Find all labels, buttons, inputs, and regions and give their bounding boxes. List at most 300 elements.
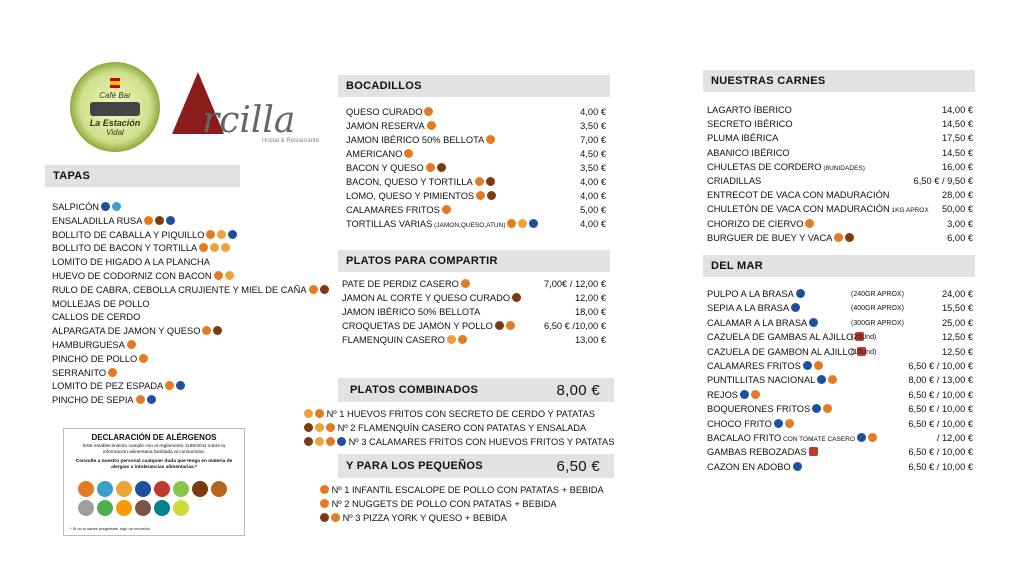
item-name-text: LAGARTO ÍBERICO: [707, 105, 792, 115]
menu-item: [318, 484, 638, 498]
menu-item: [707, 302, 973, 316]
menu-item: [707, 203, 973, 217]
item-name-text: BOQUERONES FRITOS: [707, 404, 811, 415]
gluten-allergen-icon: [475, 177, 484, 186]
huevo-allergen-icon: [315, 437, 324, 446]
gluten-allergen-icon: [331, 513, 340, 522]
item-price: 18,00 €: [574, 307, 606, 317]
compartir-title: PLATOS PARA COMPARTIR: [346, 255, 498, 267]
item-note: (300GR APROX): [851, 319, 904, 327]
item-name-text: CRIADILLAS: [707, 176, 762, 186]
allergen-text-1: Este establecimiento cumple con el reglamento 1169/2011 sobre la información alimentaria facilitada al consumidor.: [82, 444, 226, 455]
gluten-allergen-icon: [315, 409, 324, 418]
huevo-allergen-icon: [447, 335, 456, 344]
item-name-text: GAMBAS REBOZADAS: [707, 447, 807, 458]
item-name-text: BACON Y QUESO: [346, 163, 424, 173]
menu-item: [342, 292, 606, 306]
item-name-text: REJOS: [707, 389, 738, 400]
pescado-allergen-icon: [812, 404, 821, 413]
item-name-text: CALAMARES FRITOS: [707, 361, 801, 371]
tapas-title: TAPAS: [53, 170, 91, 182]
gluten-allergen-icon: [785, 419, 794, 428]
carnes-title: NUESTRAS CARNES: [711, 75, 826, 87]
item-name: [342, 334, 467, 348]
item-price: 6,50 € / 10,00 €: [908, 361, 973, 371]
menu-item: [52, 380, 352, 394]
pescado-allergen-icon: [337, 437, 346, 446]
menu-item: [302, 408, 632, 422]
item-name: [52, 298, 150, 312]
item-price: 6,50 € / 10,00 €: [908, 461, 973, 472]
item-name-text: BACALAO FRITO: [707, 433, 782, 443]
item-price: 4,00 €: [580, 191, 606, 201]
item-name: [707, 360, 823, 374]
item-price: 12,50 €: [941, 332, 973, 343]
menu-item: [52, 394, 352, 408]
item-price: 6,50 € /10,00 €: [543, 321, 606, 331]
gluten-allergen-icon: [320, 499, 329, 508]
item-name-text: PINCHO DE POLLO: [52, 353, 138, 364]
item-name: [52, 284, 329, 298]
menu-item: [346, 106, 606, 120]
menu-item: [707, 232, 973, 246]
item-price: 3,50 €: [580, 163, 606, 173]
item-price: 50,00 €: [941, 204, 973, 215]
pescado-allergen-icon: [796, 289, 805, 298]
item-name-text: BURGUER DE BUEY Y VACA: [707, 232, 833, 243]
lactosa-allergen-icon: [320, 285, 329, 294]
allergen-text-2: Consulte a nuestro personal cualquier duda que tenga en materia de alergias o intolerancias alimentarias.*: [75, 459, 233, 470]
item-name-text: SECRETO IBÉRICO: [707, 119, 793, 130]
item-name: [52, 339, 136, 353]
pequenos-price: 6,50 €: [556, 457, 600, 475]
item-price: 4,00 €: [580, 107, 606, 117]
gluten-allergen-icon: [309, 285, 318, 294]
item-name: [52, 367, 117, 381]
menu-item: [707, 432, 973, 446]
menu-item: [52, 201, 352, 215]
item-name: [707, 446, 818, 460]
item-name-text: Nº 3 PIZZA YORK Y QUESO + BEBIDA: [342, 513, 507, 523]
pescado-allergen-icon: [817, 375, 826, 384]
item-price: 4,00 €: [580, 219, 606, 229]
item-name-text: PULPO A LA BRASA: [707, 289, 794, 299]
item-name: [346, 204, 451, 218]
item-name-text: PLUMA IBÉRICA: [707, 133, 779, 144]
gluten-allergen-icon: [828, 375, 837, 384]
item-name-text: LOMO, QUESO Y PIMIENTOS: [346, 191, 475, 201]
item-name: [707, 161, 865, 176]
item-price: 14,50 €: [941, 147, 973, 158]
huevo-allergen-icon: [221, 243, 230, 252]
pescado-allergen-icon: [791, 303, 800, 312]
menu-item: [318, 512, 638, 526]
allergen-title: DECLARACIÓN DE ALÉRGENOS: [91, 433, 217, 442]
menu-item: [346, 190, 606, 204]
item-name: [342, 306, 480, 320]
item-price: 6,50 € / 9,50 €: [913, 176, 973, 186]
menu-item: [52, 325, 352, 339]
arcilla-logo-sub: Hostal & Restaurante: [262, 138, 320, 144]
item-name-text: FLAMENQUIN CASERO: [342, 335, 445, 345]
item-name: [52, 270, 234, 284]
item-name: [52, 325, 222, 339]
item-name: [707, 189, 890, 203]
pescado-allergen-icon: [809, 318, 818, 327]
mar-title: DEL MAR: [711, 260, 764, 272]
item-name-text: Nº 2 NUGGETS DE POLLO CON PATATAS + BEBIDA: [331, 499, 557, 509]
gluten-allergen-icon: [206, 230, 215, 239]
allergen-symbol-icon: [116, 481, 132, 497]
gluten-allergen-icon: [326, 423, 335, 432]
gluten-allergen-icon: [202, 326, 211, 335]
item-price: 15,50 €: [941, 303, 973, 314]
bocadillos-title: BOCADILLOS: [346, 80, 422, 92]
allergen-symbol-icon: [97, 500, 113, 516]
item-small-text: (JAMON,QUESO,ATUN): [432, 222, 506, 229]
lactosa-allergen-icon: [487, 191, 496, 200]
item-name-text: CHORIZO DE CIERVO: [707, 218, 804, 229]
item-price: 12,50 €: [941, 346, 973, 357]
item-price: 7,00 €: [580, 135, 606, 145]
allergen-declaration: [63, 428, 245, 536]
menu-item: [346, 134, 606, 148]
item-price: 5,00 €: [580, 205, 606, 215]
menu-item: [707, 389, 973, 403]
pescado-allergen-icon: [228, 230, 237, 239]
pescado-allergen-icon: [147, 395, 156, 404]
item-price: 25,00 €: [941, 317, 973, 328]
item-name-text: CAZON EN ADOBO: [707, 461, 791, 472]
allergen-symbol-icon: [173, 500, 189, 516]
pescado-allergen-icon: [803, 361, 812, 370]
allergen-symbol-icon: [173, 481, 189, 497]
menu-item: [342, 306, 606, 320]
item-name: [707, 302, 800, 316]
item-name: [707, 203, 929, 218]
item-name-text: JAMON RESERVA: [346, 121, 425, 131]
menu-item: [707, 331, 973, 345]
gluten-allergen-icon: [144, 216, 153, 225]
pescado-allergen-icon: [176, 381, 185, 390]
item-name-text: PINCHO DE SEPIA: [52, 395, 134, 406]
menu-item: [707, 403, 973, 417]
item-price: / 12,00 €: [936, 433, 973, 443]
allergen-symbol-icon: [154, 481, 170, 497]
item-name-text: Nº 1 HUEVOS FRITOS CON SECRETO DE CERDO Y PATATAS: [326, 409, 595, 419]
lactosa-allergen-icon: [155, 216, 164, 225]
item-name: [52, 242, 230, 256]
item-name: [707, 232, 854, 246]
item-price: 17,50 €: [941, 133, 973, 144]
item-price: 6,00 €: [947, 232, 973, 243]
menu-item: [707, 446, 973, 460]
lactosa-allergen-icon: [304, 423, 313, 432]
allergen-foot: * Si no lo sabes pregúntale, sigo un recorrido.: [70, 526, 151, 531]
item-name: [52, 201, 121, 215]
item-name-text: ENSALADILLA RUSA: [52, 215, 143, 226]
gluten-allergen-icon: [814, 361, 823, 370]
item-name-text: CALAMARES FRITOS: [346, 205, 440, 215]
gluten-allergen-icon: [461, 279, 470, 288]
pequenos-title: Y PARA LOS PEQUEÑOS: [346, 460, 483, 472]
bocadillos-header: [338, 75, 610, 97]
menu-item: [52, 229, 352, 243]
menu-item: [342, 278, 606, 292]
item-name-text: ALPARGATA DE JAMON Y QUESO: [52, 326, 201, 337]
item-small-text: (8UNIDADES): [821, 164, 865, 172]
item-name-text: ENTRECOT DE VACA CON MADURACIÓN: [707, 190, 890, 201]
item-price: 3,00 €: [947, 218, 973, 229]
menu-item: [707, 418, 973, 432]
pescado-allergen-icon: [529, 219, 538, 228]
gluten-allergen-icon: [424, 107, 433, 116]
item-name-text: HUEVO DE CODORNIZ CON BACON: [52, 271, 212, 281]
logo-line2: La Estación: [89, 117, 141, 128]
gluten-allergen-icon: [458, 335, 467, 344]
menu-item: [346, 176, 606, 190]
item-name-text: AMERICANO: [346, 149, 403, 159]
item-price: 6,50 € / 10,00 €: [908, 447, 973, 458]
menu-item: [52, 215, 352, 229]
item-name-text: Nº 2 FLAMENQUÍN CASERO CON PATATAS Y ENSALADA: [337, 423, 587, 433]
item-name: [707, 461, 802, 475]
item-name: [52, 229, 237, 243]
spain-flag-icon: [110, 78, 120, 88]
item-name: [707, 147, 790, 161]
menu-item: [707, 175, 973, 189]
item-price: 7,00€ / 12,00 €: [543, 279, 606, 289]
item-price: 12,00 €: [574, 293, 606, 303]
pescado-allergen-icon: [793, 462, 802, 471]
menu-item: [707, 189, 973, 203]
item-price: 16,00 €: [941, 161, 973, 172]
item-name: [302, 408, 595, 422]
combinados-price: 8,00 €: [556, 381, 600, 399]
menu-item: [707, 118, 973, 132]
huevo-allergen-icon: [225, 271, 234, 280]
combinados-title: PLATOS COMBINADOS: [350, 384, 479, 396]
item-name-text: SALPICÓN: [52, 202, 100, 212]
item-name: [318, 498, 557, 512]
menu-item: [342, 334, 606, 348]
item-name: [302, 436, 614, 450]
item-name-text: CHULETAS DE CORDERO: [707, 161, 822, 172]
item-note: (400GR APROX): [851, 305, 904, 313]
menu-item: [707, 461, 973, 475]
item-name: [318, 484, 604, 498]
item-name-text: Nº 1 INFANTIL ESCALOPE DE POLLO CON PATATAS + BEBIDA: [331, 485, 604, 495]
pescado-allergen-icon: [101, 202, 110, 211]
item-note: (20Und): [851, 334, 877, 342]
item-name-text: CHULETÓN DE VACA CON MADURACIÓN: [707, 204, 890, 215]
item-price: 24,00 €: [941, 289, 973, 299]
item-price: 4,00 €: [580, 177, 606, 187]
menu-item: [52, 367, 352, 381]
pequenos-header: [338, 454, 614, 478]
item-name: [707, 317, 818, 331]
item-name: [707, 346, 866, 360]
item-name: [52, 256, 210, 270]
item-name: [346, 134, 495, 148]
menu-item: [346, 148, 606, 162]
item-price: 6,50 € / 10,00 €: [908, 389, 973, 400]
pescado-allergen-icon: [857, 433, 866, 442]
gluten-allergen-icon: [326, 437, 335, 446]
pescado-allergen-icon: [740, 390, 749, 399]
item-name: [52, 311, 140, 325]
item-name: [707, 218, 814, 232]
compartir-header: [338, 250, 610, 272]
item-name: [52, 394, 156, 408]
item-name: [346, 162, 446, 176]
menu-item: [52, 270, 352, 284]
item-name: [346, 176, 495, 190]
item-name-text: CAZUELA DE GAMBON AL AJILLO: [707, 346, 855, 357]
item-name-text: CHOCO FRITO: [707, 418, 772, 429]
item-name: [707, 288, 805, 302]
item-name: [52, 353, 148, 367]
item-note: (10Und): [851, 348, 877, 356]
menu-item: [346, 218, 606, 232]
item-price: 14,50 €: [941, 119, 973, 130]
item-name: [346, 148, 413, 162]
pescado-allergen-icon: [774, 419, 783, 428]
menu-item: [52, 353, 352, 367]
allergen-symbol-icon: [135, 500, 151, 516]
item-name: [346, 190, 496, 204]
gluten-allergen-icon: [139, 354, 148, 363]
allergen-symbol-icon: [78, 481, 94, 497]
menu-item: [302, 422, 632, 436]
item-price: 8,00 € / 13,00 €: [908, 375, 973, 386]
item-price: 4,50 €: [580, 149, 606, 159]
lactosa-allergen-icon: [304, 437, 313, 446]
menu-item: [342, 320, 606, 334]
item-name-text: CROQUETAS DE JAMON Y POLLO: [342, 321, 493, 331]
item-name: [707, 418, 794, 432]
allergen-symbol-icon: [211, 481, 227, 497]
gluten-allergen-icon: [751, 390, 760, 399]
item-name-text: JAMON AL CORTE Y QUESO CURADO: [342, 293, 511, 303]
carnes-header: [703, 70, 975, 92]
huevo-allergen-icon: [315, 423, 324, 432]
gluten-allergen-icon: [427, 121, 436, 130]
item-name-text: BACON, QUESO Y TORTILLA: [346, 177, 473, 187]
allergen-icon-grid: [78, 481, 232, 516]
item-name: [342, 292, 521, 306]
menu-item: [707, 132, 973, 146]
menu-item: [707, 360, 973, 374]
menu-item: [52, 311, 352, 325]
gluten-allergen-icon: [506, 321, 515, 330]
item-name: [318, 512, 507, 526]
pescado-allergen-icon: [166, 216, 175, 225]
gluten-allergen-icon: [127, 340, 136, 349]
menu-item: [707, 161, 973, 175]
lactosa-allergen-icon: [512, 293, 521, 302]
gluten-allergen-icon: [165, 381, 174, 390]
menu-item: [707, 104, 973, 118]
logo-line1: Café Bar: [99, 90, 131, 100]
gluten-allergen-icon: [476, 191, 485, 200]
item-name: [302, 422, 586, 436]
item-name-text: CALLOS DE CERDO: [52, 312, 141, 323]
item-name: [52, 380, 185, 394]
lactosa-allergen-icon: [486, 177, 495, 186]
item-name-text: BOLLITO DE CABALLA Y PIQUILLO: [52, 229, 205, 240]
item-name-text: LOMITO DE PEZ ESPADA: [52, 381, 164, 392]
gluten-allergen-icon: [823, 404, 832, 413]
item-name-text: MOLLEJAS DE POLLO: [52, 298, 150, 309]
item-name: [707, 432, 877, 447]
item-price: 6,50 € / 10,00 €: [908, 418, 973, 429]
gluten-allergen-icon: [507, 219, 516, 228]
item-name: [342, 278, 470, 292]
bar-logo: [70, 62, 160, 152]
item-name: [346, 120, 436, 134]
item-price: 13,00 €: [574, 335, 606, 345]
menu-item: [302, 436, 632, 450]
item-name: [342, 320, 515, 334]
item-name-text: RULO DE CABRA, CEBOLLA CRUJIENTE Y MIEL DE CAÑA: [52, 284, 307, 295]
combinados-header: [338, 378, 614, 402]
menu-item: [707, 374, 973, 388]
huevo-allergen-icon: [217, 230, 226, 239]
item-name: [707, 403, 832, 417]
item-name: [707, 118, 793, 132]
item-name-text: TORTILLAS VARIAS: [346, 219, 433, 229]
menu-item: [346, 120, 606, 134]
item-name: [346, 106, 433, 120]
item-name-text: LOMITO DE HIGADO A LA PLANCHA: [52, 257, 210, 268]
item-name-text: JAMON IBÉRICO 50% BELLOTA: [342, 307, 481, 317]
gluten-allergen-icon: [404, 149, 413, 158]
gluten-allergen-icon: [426, 163, 435, 172]
lactosa-allergen-icon: [213, 326, 222, 335]
huevo-allergen-icon: [210, 243, 219, 252]
lactosa-allergen-icon: [495, 321, 504, 330]
item-name-text: BOLLITO DE BACON Y TORTILLA: [52, 243, 198, 254]
menu-item: [707, 317, 973, 331]
lactosa-allergen-icon: [437, 163, 446, 172]
item-small-text: CON TOMATE CASERO: [781, 436, 855, 443]
huevo-allergen-icon: [304, 409, 313, 418]
item-name-text: SERRANITO: [52, 367, 107, 378]
item-name: [346, 218, 538, 233]
gluten-allergen-icon: [805, 219, 814, 228]
lactosa-allergen-icon: [320, 513, 329, 522]
menu-item: [52, 284, 352, 298]
item-name: [707, 331, 864, 345]
gluten-allergen-icon: [486, 135, 495, 144]
item-name: [707, 389, 760, 403]
allergen-symbol-icon: [116, 500, 132, 516]
menu-item: [346, 162, 606, 176]
bus-icon: [90, 102, 140, 116]
menu-item: [707, 346, 973, 360]
item-name: [52, 215, 175, 229]
allergen-symbol-icon: [154, 500, 170, 516]
tapas-header: [45, 165, 240, 187]
item-small-text: 1KG APROX: [889, 207, 929, 215]
item-name-text: Nº 3 CALAMARES FRITOS CON HUEVOS FRITOS Y PATATAS: [348, 437, 615, 447]
gluten-allergen-icon: [442, 205, 451, 214]
allergen-text: [70, 444, 238, 471]
item-name-text: HAMBURGUESA: [52, 340, 125, 350]
gluten-allergen-icon: [199, 243, 208, 252]
item-name-text: CALAMAR A LA BRASA: [707, 317, 808, 328]
